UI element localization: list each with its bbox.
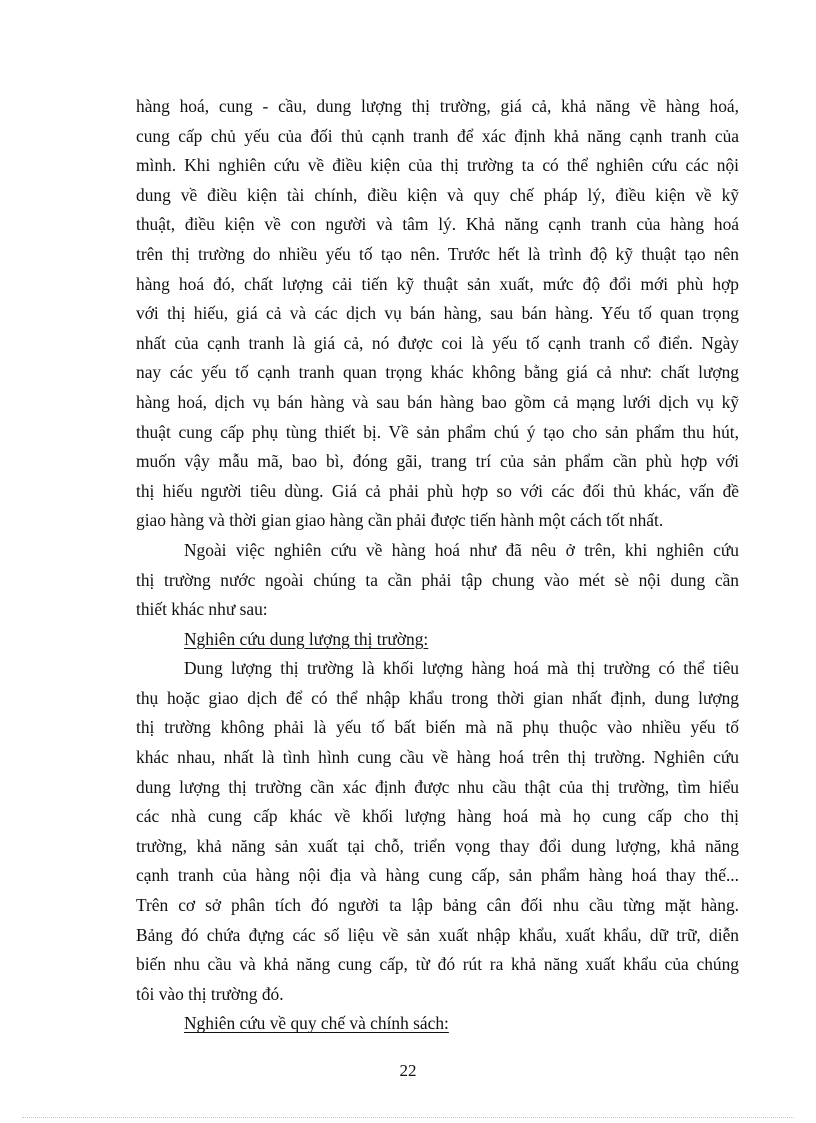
text-line: hàng hoá đó, chất lượng cải tiến kỹ thuật sản xuất, mức độ đổi mới phù hợp — [136, 273, 739, 294]
text-line: trường, khả năng sản xuất tại chỗ, triển vọng thay đổi dung lượng, khả năng — [136, 835, 739, 856]
text-line: thị trường không phải là yếu tố bất biến mà nã phụ thuộc vào nhiều yếu tố — [136, 717, 739, 738]
heading-text: Nghiên cứu về quy chế và chính sách: — [184, 1013, 449, 1034]
text-line: hàng hoá, cung - cầu, dung lượng thị trường, giá cả, khả năng về hàng hoá, — [136, 96, 739, 116]
text-line: thuật, điều kiện về con người và tâm lý. Khả năng cạnh tranh của hàng hoá — [136, 214, 739, 235]
text-line: mình. Khi nghiên cứu về điều kiện của thị trường ta có thể nghiên cứu các nội — [136, 155, 739, 176]
text-line: nay các yếu tố cạnh tranh quan trọng khác không bằng giá cả như: chất lượng — [136, 362, 739, 383]
page-bottom-border — [22, 1117, 794, 1118]
paragraph-market-competition — [136, 92, 739, 536]
text-line: Ngoài việc nghiên cứu về hàng hoá như đã nêu ở trên, khi nghiên cứu — [184, 539, 739, 560]
text-line: thị trường nước ngoài chúng ta cần phải tập chung vào mét sè nội dung cần — [136, 569, 739, 590]
text-line: nhất của cạnh tranh là giá cả, nó được coi là yếu tố cạnh tranh cổ điển. Ngày — [136, 332, 739, 353]
text-line: trên thị trường do nhiều yếu tố tạo nên. Trước hết là trình độ kỹ thuật tạo nên — [136, 243, 739, 264]
document-body — [136, 92, 739, 1039]
text-line: với thị hiếu, giá cả và các dịch vụ bán hàng, sau bán hàng. Yếu tố quan trọng — [136, 303, 739, 324]
text-line: Trên cơ sở phân tích đó người ta lập bảng cân đối nhu cầu từng mặt hàng. — [136, 895, 739, 916]
paragraph-market-capacity — [136, 654, 739, 1009]
heading-text: Nghiên cứu dung lượng thị trường: — [184, 628, 429, 649]
text-line: thuật cung cấp phụ tùng thiết bị. Về sản phẩm chú ý tạo cho sản phẩm thu hút, — [136, 421, 739, 442]
paragraph-foreign-market-research — [136, 536, 739, 625]
page-number: 22 — [399, 1061, 417, 1080]
text-line: thiết khác như sau: — [136, 599, 268, 620]
text-line: giao hàng và thời gian giao hàng cần phải được tiến hành một cách tốt nhất. — [136, 510, 664, 531]
text-line: khác nhau, nhất là tình hình cung cầu về hàng hoá trên thị trường. Nghiên cứu — [136, 747, 739, 768]
text-line: thụ hoặc giao dịch để có thể nhập khẩu trong thời gian nhất định, dung lượng — [136, 687, 739, 708]
text-line: thị hiếu người tiêu dùng. Giá cả phải phù hợp so với các đối thủ khác, vấn đề — [136, 480, 739, 501]
text-line: biến nhu cầu và khả năng cung cấp, từ đó rút ra khả năng xuất khẩu của chúng — [136, 954, 739, 975]
section-heading-market-capacity — [136, 625, 739, 655]
text-line: tôi vào thị trường đó. — [136, 983, 284, 1004]
text-line: Bảng đó chứa đựng các số liệu về sản xuất nhập khẩu, xuất khẩu, dữ trữ, diễn — [136, 924, 739, 945]
text-line: hàng hoá, dịch vụ bán hàng và sau bán hàng bao gồm cả mạng lưới dịch vụ kỹ — [136, 391, 739, 412]
text-line: Dung lượng thị trường là khối lượng hàng hoá mà thị trường có thể tiêu — [184, 658, 739, 679]
text-line: cạnh tranh của hàng nội địa và hàng cung cấp, sản phẩm hàng hoá thay thế... — [136, 865, 739, 886]
text-line: các nhà cung cấp khác về khối lượng hàng hoá mà họ cung cấp cho thị — [136, 806, 739, 827]
text-line: cung cấp chủ yếu của đối thủ cạnh tranh để xác định khả năng cạnh tranh của — [136, 125, 739, 146]
text-line: dung lượng thị trường cần xác định được nhu cầu thật của thị trường, tìm hiểu — [136, 776, 739, 797]
text-line: dung về điều kiện tài chính, điều kiện và quy chế pháp lý, điều kiện về kỹ — [136, 184, 739, 205]
text-line: muốn vậy mẫu mã, bao bì, đóng gãi, trang trí của sản phẩm cần phù hợp với — [136, 451, 739, 472]
section-heading-regulations — [136, 1009, 739, 1039]
